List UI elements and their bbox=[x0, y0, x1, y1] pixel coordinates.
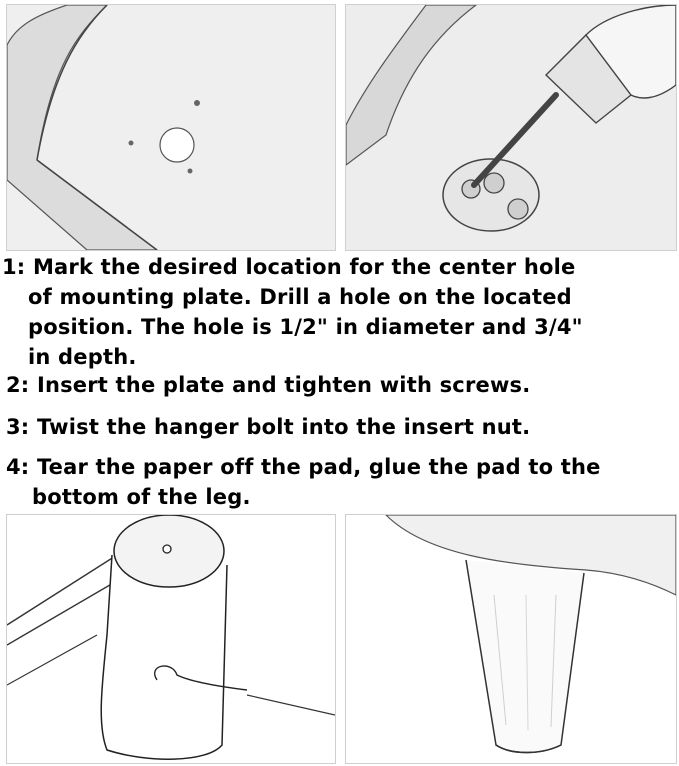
illustration-mark-hole bbox=[6, 4, 336, 251]
step-text: in depth. bbox=[28, 345, 137, 369]
step-text: Twist the hanger bolt into the insert nut. bbox=[36, 415, 531, 439]
mark-drill-hole-icon bbox=[7, 5, 335, 250]
leg-pad-installed-icon bbox=[346, 515, 676, 763]
illustration-insert-plate bbox=[345, 4, 677, 251]
step-text: position. The hole is 1/2" in diameter and 3/4" bbox=[28, 315, 583, 339]
illustration-hanger-bolt bbox=[6, 514, 336, 764]
illustration-leg-installed bbox=[345, 514, 677, 764]
step-number: 1: bbox=[2, 255, 26, 279]
step-3 bbox=[6, 412, 530, 442]
step-text: Tear the paper off the pad, glue the pad to the bbox=[36, 455, 601, 479]
step-number: 2: bbox=[6, 373, 30, 397]
step-number: 4: bbox=[6, 455, 30, 479]
insert-plate-screwdriver-icon bbox=[346, 5, 676, 250]
step-number: 3: bbox=[6, 415, 30, 439]
step-text: bottom of the leg. bbox=[32, 485, 251, 509]
step-4 bbox=[6, 452, 601, 512]
step-text: Insert the plate and tighten with screws. bbox=[36, 373, 531, 397]
step-text: Mark the desired location for the center hole bbox=[32, 255, 576, 279]
step-text: of mounting plate. Drill a hole on the located bbox=[28, 285, 572, 309]
step-2 bbox=[6, 370, 530, 400]
hanger-bolt-leg-icon bbox=[7, 515, 335, 763]
step-1 bbox=[2, 252, 583, 372]
